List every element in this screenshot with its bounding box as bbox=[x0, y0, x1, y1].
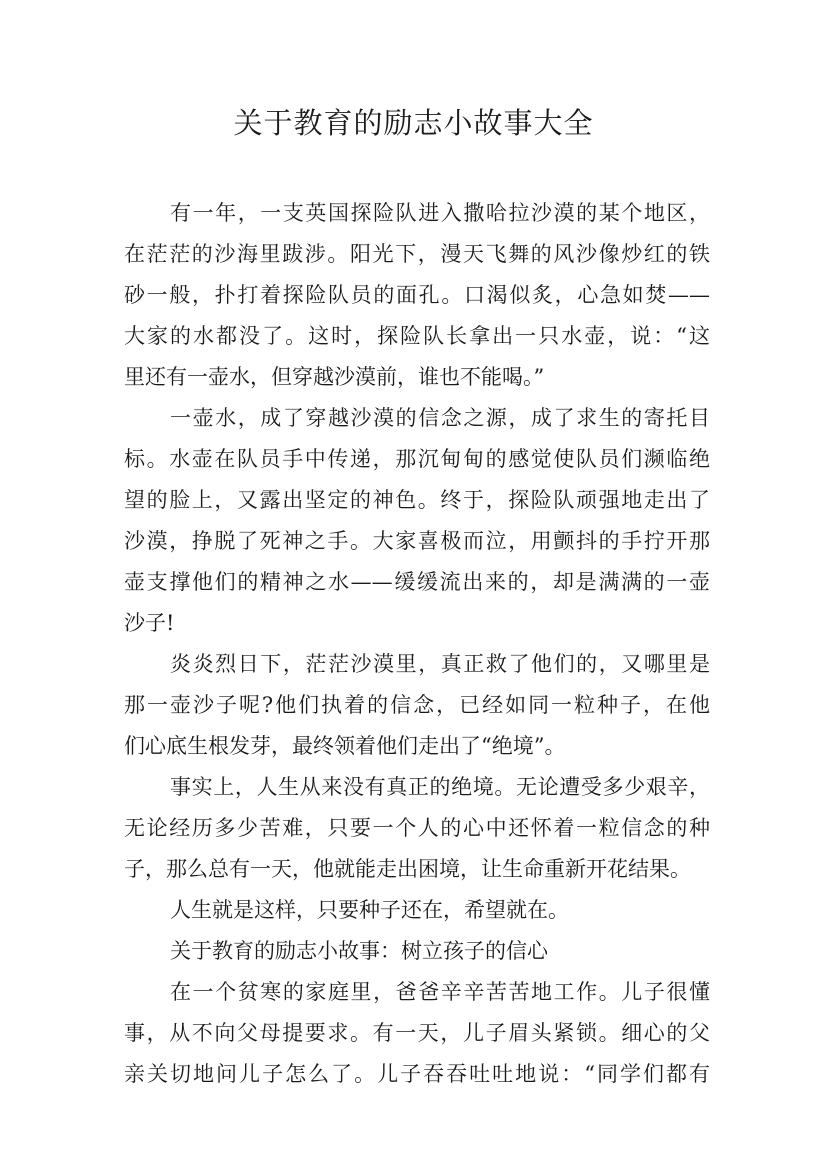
text-line: 沙子! bbox=[124, 611, 175, 635]
text-line: 一壶水，成了穿越沙漠的信念之源，成了求生的寄托目 bbox=[170, 406, 710, 430]
text-line: 里还有一壶水，但穿越沙漠前，谁也不能喝。” bbox=[124, 365, 545, 389]
section-heading: 关于教育的励志小故事：树立孩子的信心 bbox=[170, 939, 548, 963]
text-line: 那一壶沙子呢?他们执着的信念，已经如同一粒种子，在他 bbox=[124, 693, 710, 717]
text-line: 有一年，一支英国探险队进入撒哈拉沙漠的某个地区， bbox=[170, 201, 710, 225]
text-line: 无论经历多少苦难，只要一个人的心中还怀着一粒信念的种 bbox=[124, 816, 710, 840]
text-line: 大家的水都没了。这时，探险队长拿出一只水壶，说：“这 bbox=[124, 324, 710, 348]
text-line: 们心底生根发芽，最终领着他们走出了“绝境”。 bbox=[124, 734, 566, 758]
text-line: 在一个贫寒的家庭里，爸爸辛辛苦苦地工作。儿子很懂 bbox=[170, 980, 710, 1004]
text-line: 子，那么总有一天，他就能走出困境，让生命重新开花结果。 bbox=[124, 857, 691, 881]
document-body bbox=[124, 193, 710, 1095]
text-line: 炎炎烈日下，茫茫沙漠里，真正救了他们的，又哪里是 bbox=[170, 652, 710, 676]
text-line: 标。水壶在队员手中传递，那沉甸甸的感觉使队员们濒临绝 bbox=[124, 447, 710, 471]
text-line: 人生就是这样，只要种子还在，希望就在。 bbox=[170, 898, 569, 922]
document-title: 关于教育的励志小故事大全 bbox=[233, 106, 594, 140]
text-line: 事，从不向父母提要求。有一天，儿子眉头紧锁。细心的父 bbox=[124, 1021, 710, 1045]
text-line: 望的脸上，又露出坚定的神色。终于，探险队顽强地走出了 bbox=[124, 488, 710, 512]
text-line: 沙漠，挣脱了死神之手。大家喜极而泣，用颤抖的手拧开那 bbox=[124, 529, 710, 553]
text-line: 亲关切地问儿子怎么了。儿子吞吞吐吐地说：“同学们都有 bbox=[124, 1062, 710, 1086]
text-line: 事实上，人生从来没有真正的绝境。无论遭受多少艰辛， bbox=[170, 775, 710, 799]
text-line: 在茫茫的沙海里跋涉。阳光下，漫天飞舞的风沙像炒红的铁 bbox=[124, 242, 710, 266]
text-line: 砂一般，扑打着探险队员的面孔。口渴似炙，心急如焚—— bbox=[124, 283, 710, 307]
text-line: 壶支撑他们的精神之水——缓缓流出来的，却是满满的一壶 bbox=[124, 570, 710, 594]
